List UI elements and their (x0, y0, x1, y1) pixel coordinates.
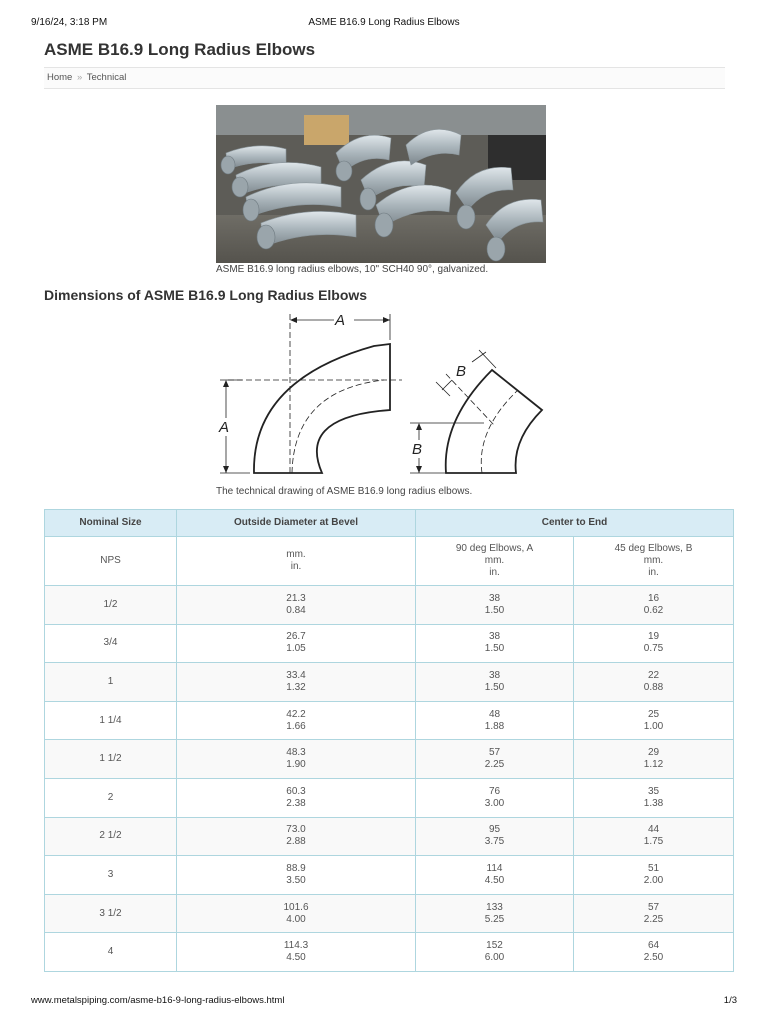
cell-nps (45, 778, 177, 817)
table-row (45, 933, 734, 972)
cell-a-in: 2.25 (484, 759, 505, 771)
cell-b-mm: 35 (647, 785, 660, 797)
photo-caption: ASME B16.9 long radius elbows, 10" SCH40 90°, galvanized. (216, 264, 489, 275)
cell-od-mm: 48.3 (286, 747, 306, 759)
cell-od-mm: 42.2 (286, 708, 306, 720)
cell-a-in: 1.88 (484, 720, 505, 732)
cell-a-mm: 133 (486, 901, 503, 913)
cell-od-mm: 21.3 (286, 592, 306, 604)
cell-a-in: 1.50 (484, 643, 505, 655)
cell-a-mm: 38 (488, 669, 501, 681)
subheader-90-deg (416, 537, 574, 586)
cell-b-mm: 57 (647, 901, 660, 913)
dimensions-table (44, 509, 734, 972)
cell-b (574, 663, 734, 702)
cell-od-in: 0.84 (286, 604, 306, 616)
cell-a (416, 624, 574, 663)
cell-od-in: 2.88 (286, 836, 306, 848)
cell-od-in: 4.00 (286, 913, 306, 925)
b-label: 45 deg Elbows, B (614, 543, 693, 554)
cell-od (177, 778, 416, 817)
cell-od-mm: 26.7 (286, 631, 306, 643)
cell-od (177, 856, 416, 895)
cell-b-mm: 29 (647, 747, 660, 759)
cell-a (416, 933, 574, 972)
header-nominal-size: Nominal Size (45, 510, 177, 537)
cell-a-in: 4.50 (484, 874, 505, 886)
a-label: 90 deg Elbows, A (455, 543, 534, 554)
cell-nps: 3/4 (103, 637, 118, 649)
cell-b (574, 817, 734, 856)
elbow-technical-drawing (214, 310, 548, 480)
cell-a-mm: 76 (488, 785, 501, 797)
cell-od-in: 3.50 (286, 874, 306, 886)
cell-od (177, 817, 416, 856)
print-header (31, 17, 737, 31)
cell-nps (45, 894, 177, 933)
breadcrumb-home-link[interactable]: Home (47, 72, 73, 83)
cell-a-mm: 152 (486, 940, 503, 952)
cell-a (416, 740, 574, 779)
cell-a-in: 1.50 (484, 681, 505, 693)
cell-nps (45, 817, 177, 856)
breadcrumb-separator: » (76, 72, 83, 83)
cell-nps: 1 1/4 (99, 714, 122, 726)
cell-od-in: 1.66 (286, 720, 306, 732)
cell-b-in: 2.50 (643, 952, 664, 964)
table-header-row (45, 510, 734, 537)
table-row (45, 817, 734, 856)
cell-od (177, 933, 416, 972)
subheader-nps: NPS (45, 537, 177, 586)
table-row (45, 624, 734, 663)
cell-b-in: 1.75 (643, 836, 664, 848)
cell-b-mm: 19 (647, 631, 660, 643)
cell-b-mm: 25 (647, 708, 660, 720)
cell-od-in: 1.32 (286, 681, 306, 693)
cell-a-mm: 48 (488, 708, 501, 720)
cell-od (177, 894, 416, 933)
cell-b (574, 624, 734, 663)
cell-b-in: 1.38 (643, 797, 664, 809)
cell-od-mm: 60.3 (286, 785, 306, 797)
cell-b-in: 0.75 (643, 643, 664, 655)
cell-b (574, 740, 734, 779)
cell-a-in: 6.00 (484, 952, 505, 964)
cell-a (416, 663, 574, 702)
table-row (45, 740, 734, 779)
cell-a (416, 701, 574, 740)
cell-a (416, 894, 574, 933)
cell-b-in: 0.62 (643, 604, 664, 616)
cell-nps: 1 (107, 675, 114, 687)
cell-b (574, 778, 734, 817)
cell-a (416, 817, 574, 856)
drawing-label-a-top: A (335, 312, 346, 329)
cell-od-mm: 88.9 (286, 862, 306, 874)
cell-a (416, 586, 574, 625)
cell-od-in: 1.05 (286, 643, 306, 655)
cell-a (416, 778, 574, 817)
cell-od-in: 2.38 (286, 797, 306, 809)
cell-nps: 3 1/2 (99, 907, 122, 919)
cell-b-in: 2.00 (643, 874, 664, 886)
page-title: ASME B16.9 Long Radius Elbows (44, 40, 316, 59)
cell-od-mm: 101.6 (283, 901, 309, 913)
cell-b-in: 0.88 (643, 681, 664, 693)
cell-od (177, 740, 416, 779)
b-unit-mm: mm. (643, 555, 664, 566)
table-row (45, 663, 734, 702)
cell-a-in: 3.75 (484, 836, 505, 848)
print-page-number: 1/3 (723, 995, 737, 1006)
header-outside-diameter: Outside Diameter at Bevel (177, 510, 416, 537)
cell-a-mm: 38 (488, 631, 501, 643)
cell-od (177, 701, 416, 740)
a-unit-in: in. (489, 567, 500, 578)
cell-a-mm: 38 (488, 592, 501, 604)
section-title: Dimensions of ASME B16.9 Long Radius Elbows (44, 287, 368, 303)
cell-a-mm: 57 (488, 747, 501, 759)
cell-b-mm: 16 (647, 592, 660, 604)
cell-b (574, 701, 734, 740)
print-doc-title: ASME B16.9 Long Radius Elbows (308, 17, 460, 28)
cell-nps: 2 1/2 (99, 830, 122, 842)
elbow-drawing-svg (214, 310, 548, 480)
drawing-caption: The technical drawing of ASME B16.9 long radius elbows. (216, 486, 473, 497)
cell-nps: 1 1/2 (99, 753, 122, 765)
cell-od-mm: 73.0 (286, 824, 306, 836)
table-row (45, 778, 734, 817)
cell-b-mm: 51 (647, 862, 660, 874)
table-row (45, 894, 734, 933)
table-row (45, 856, 734, 895)
elbows-photo (216, 105, 546, 263)
cell-nps (45, 624, 177, 663)
cell-b-mm: 64 (647, 940, 660, 952)
elbows-photo-image (216, 105, 546, 263)
print-url: www.metalspiping.com/asme-b16-9-long-radius-elbows.html (31, 995, 285, 1006)
cell-nps: 1/2 (103, 598, 118, 610)
cell-nps (45, 663, 177, 702)
od-unit-in: in. (290, 561, 302, 572)
cell-a-in: 1.50 (484, 604, 505, 616)
table-row (45, 701, 734, 740)
subheader-od-units (177, 537, 416, 586)
cell-b (574, 586, 734, 625)
cell-od (177, 663, 416, 702)
cell-nps (45, 740, 177, 779)
cell-a-in: 3.00 (484, 797, 505, 809)
cell-a (416, 856, 574, 895)
cell-od-mm: 33.4 (286, 669, 306, 681)
cell-b-in: 2.25 (643, 913, 664, 925)
cell-b (574, 933, 734, 972)
cell-a-mm: 95 (488, 824, 501, 836)
cell-nps (45, 933, 177, 972)
cell-od-mm: 114.3 (283, 940, 309, 952)
cell-b (574, 894, 734, 933)
breadcrumb-technical-link[interactable]: Technical (86, 72, 127, 83)
a-unit-mm: mm. (484, 555, 505, 566)
cell-nps (45, 586, 177, 625)
cell-a-in: 5.25 (484, 913, 505, 925)
cell-od-in: 4.50 (286, 952, 306, 964)
cell-nps: 4 (107, 946, 114, 958)
cell-nps: 2 (107, 791, 114, 803)
od-unit-mm: mm. (286, 549, 306, 560)
drawing-label-b-diagonal: B (456, 363, 467, 380)
cell-a-mm: 114 (486, 862, 503, 874)
cell-od (177, 624, 416, 663)
cell-b-mm: 44 (647, 824, 660, 836)
cell-od-in: 1.90 (286, 759, 306, 771)
subheader-45-deg (574, 537, 734, 586)
cell-nps (45, 856, 177, 895)
cell-b (574, 856, 734, 895)
table-row (45, 586, 734, 625)
cell-nps (45, 701, 177, 740)
header-center-to-end: Center to End (416, 510, 734, 537)
cell-nps: 3 (107, 868, 114, 880)
cell-b-in: 1.00 (643, 720, 664, 732)
cell-b-in: 1.12 (643, 759, 664, 771)
print-datetime: 9/16/24, 3:18 PM (31, 17, 108, 28)
drawing-label-b-side: B (412, 441, 423, 458)
drawing-label-a-side: A (219, 419, 230, 436)
cell-b-mm: 22 (647, 669, 660, 681)
breadcrumb (44, 67, 725, 89)
cell-od (177, 586, 416, 625)
table-subheader-row (45, 537, 734, 586)
b-unit-in: in. (648, 567, 659, 578)
